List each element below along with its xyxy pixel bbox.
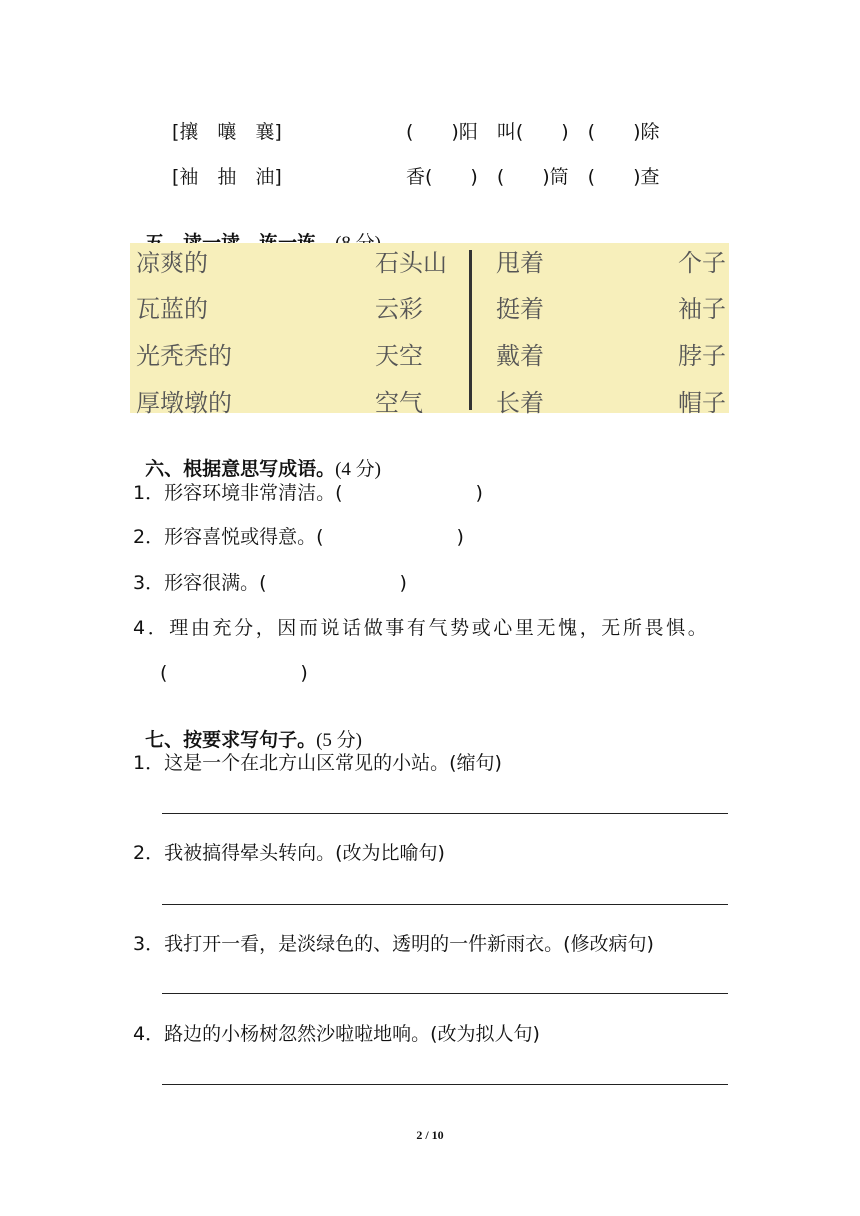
question-number: 3．	[133, 572, 165, 594]
section-6-heading	[133, 432, 381, 481]
question-text[interactable]: 形容喜悦或得意。( )	[164, 526, 464, 548]
question-number: 2．	[133, 526, 165, 548]
match-right-a-1[interactable]: 甩着	[496, 249, 544, 277]
idiom-question-4-blank[interactable]: ( )	[160, 662, 308, 684]
section-7-title: 七、按要求写句子。	[145, 729, 317, 751]
match-right-b-3[interactable]: 脖子	[678, 342, 726, 370]
sentence-question-4	[133, 1019, 540, 1046]
match-left-b-1[interactable]: 石头山	[375, 249, 447, 277]
match-left-a-1[interactable]: 凉爽的	[136, 249, 208, 277]
idiom-question-4	[133, 613, 709, 640]
section-6-score: (4 分)	[335, 459, 382, 480]
match-right-a-3[interactable]: 戴着	[496, 342, 544, 370]
question-text: 我被搞得晕头转向。(改为比喻句)	[164, 842, 445, 864]
match-left-a-3[interactable]: 光秃秃的	[136, 342, 232, 370]
answer-line-1[interactable]	[162, 813, 728, 814]
question-number: 4．	[133, 617, 170, 639]
idiom-question-2	[133, 522, 464, 549]
match-right-b-1[interactable]: 个子	[678, 249, 726, 277]
question-text[interactable]: 形容环境非常清洁。( )	[164, 482, 483, 504]
match-right-b-2[interactable]: 袖子	[678, 295, 726, 323]
question-number: 2．	[133, 842, 165, 864]
question-number: 4．	[133, 1023, 165, 1045]
match-left-a-2[interactable]: 瓦蓝的	[136, 295, 208, 323]
match-right-a-4[interactable]: 长着	[496, 389, 544, 417]
answer-line-4[interactable]	[162, 1084, 728, 1085]
word-group-2: [袖 抽 油]	[172, 166, 282, 188]
question-number: 1．	[133, 482, 165, 504]
sentence-question-1	[133, 748, 502, 775]
question-text[interactable]: 形容很满。( )	[164, 572, 407, 594]
match-right-b-4[interactable]: 帽子	[678, 389, 726, 417]
match-left-b-4[interactable]: 空气	[375, 389, 423, 417]
section-7-heading	[133, 703, 362, 752]
section-7-score: (5 分)	[316, 730, 363, 751]
answer-line-2[interactable]	[162, 904, 728, 905]
fill-blank-row-2: 香( ) ( )筒 ( )查	[406, 166, 660, 188]
section-6-title: 六、根据意思写成语。	[145, 458, 336, 480]
question-number: 3．	[133, 933, 165, 955]
question-text: 路边的小杨树忽然沙啦啦地响。(改为拟人句)	[164, 1023, 540, 1045]
question-text: 这是一个在北方山区常见的小站。(缩句)	[164, 752, 502, 774]
match-right-a-2[interactable]: 挺着	[496, 295, 544, 323]
question-text: 我打开一看，是淡绿色的、透明的一件新雨衣。(修改病句)	[164, 933, 654, 955]
word-group-1: [攘 嚷 襄]	[172, 121, 282, 143]
idiom-question-1	[133, 478, 483, 505]
sentence-question-3	[133, 929, 654, 956]
match-left-b-3[interactable]: 天空	[375, 342, 423, 370]
idiom-question-3	[133, 568, 407, 595]
match-left-b-2[interactable]: 云彩	[375, 295, 423, 323]
matching-divider	[469, 250, 472, 410]
sentence-question-2	[133, 838, 445, 865]
fill-blank-row-1: ( )阳 叫( ) ( )除	[406, 121, 660, 143]
match-left-a-4[interactable]: 厚墩墩的	[136, 389, 232, 417]
answer-line-3[interactable]	[162, 993, 728, 994]
question-text: 理由充分，因而说话做事有气势或心里无愧，无所畏惧。	[169, 617, 710, 639]
page-number: 2 / 10	[416, 1128, 444, 1142]
question-number: 1．	[133, 752, 165, 774]
